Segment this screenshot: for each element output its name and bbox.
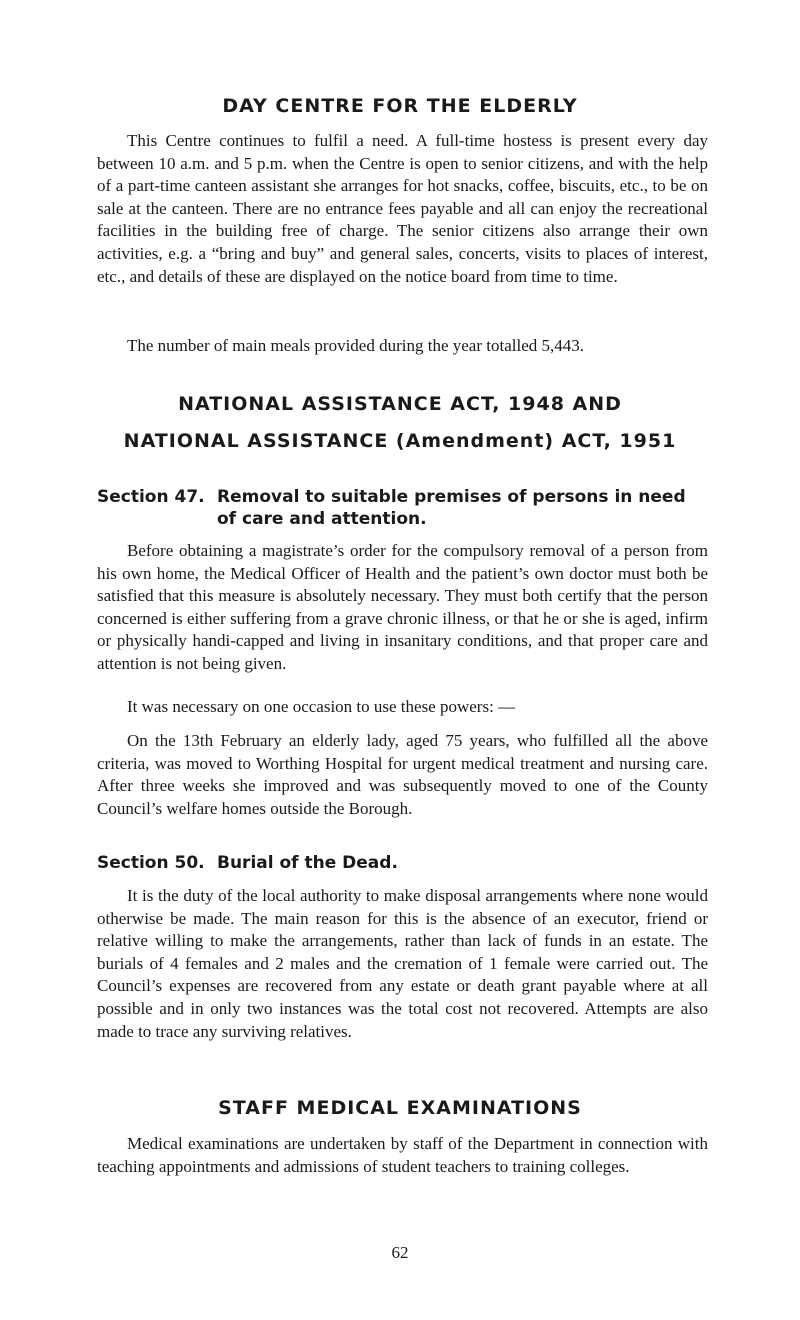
section-47-heading	[97, 486, 717, 530]
day-centre-paragraph-2: The number of main meals provided during the year totalled 5,443.	[127, 336, 584, 355]
section-50-number: Section 50.	[97, 853, 205, 873]
section-47-paragraph-3: On the 13th February an elderly lady, aged 75 years, who fulfilled all the above criteria, was moved to Worthing Hospital for urgent medical treatment and nursing care. After three weeks she improved and was subsequently moved to one of the County Council’s welfare homes outside the Borough.	[97, 731, 708, 818]
section-50-heading	[97, 852, 717, 874]
staff-medical-paragraph-1: Medical examinations are undertaken by staff of the Department in connection with teaching appointments and admissions of student teachers to training colleges.	[97, 1134, 708, 1176]
staff-medical-heading: STAFF MEDICAL EXAMINATIONS	[218, 1097, 582, 1119]
page-number: 62	[391, 1243, 409, 1262]
day-centre-paragraph-1: This Centre continues to fulfil a need. A full-time hostess is present every day between 10 a.m. and 5 p.m. when the Centre is open to senior citizens, and with the help of a part-time canteen assistant she arranges for hot snacks, coffee, biscuits, etc., to be on sale at the canteen. There are no entrance fees payable and all can enjoy the recreational facilities in the building free of charge. The senior citizens also arrange their own activities, e.g. a “bring and buy” and general sales, concerts, visits to places of interest, etc., and details of these are displayed on the notice board from time to time.	[97, 131, 708, 286]
section-47-paragraph-1: Before obtaining a magistrate’s order for the compulsory removal of a person from his own home, the Medical Officer of Health and the patient’s own doctor must both be satisfied that this measure is absolutely necessary. They must both certify that the person concerned is either suffering from a grave chronic illness, or that he or she is aged, infirm or physically handi-capped and living in insanitary conditions, and that proper care and attention is not being given.	[97, 541, 708, 673]
day-centre-heading: DAY CENTRE FOR THE ELDERLY	[222, 95, 578, 117]
section-47-number: Section 47.	[97, 487, 205, 507]
section-50-title: Burial of the Dead.	[217, 853, 398, 873]
national-assistance-heading-line-2: NATIONAL ASSISTANCE (Amendment) ACT, 1951	[123, 430, 677, 452]
section-50-paragraph-1: It is the duty of the local authority to make disposal arrangements where none would otherwise be made. The main reason for this is the absence of an executor, friend or relative willing to make the arrangements, rather than lack of funds in an estate. The burials of 4 females and 2 males and the cremation of 1 female were carried out. The Council’s expenses are recovered from any estate or death grant payable where at all possible and in only two instances was the total cost not recovered. Attempts are also made to trace any surviving relatives.	[97, 886, 708, 1041]
section-47-paragraph-2: It was necessary on one occasion to use these powers: —	[127, 697, 516, 716]
section-47-title: Removal to suitable premises of persons in need of care and attention.	[217, 487, 686, 529]
national-assistance-heading-line-1: NATIONAL ASSISTANCE ACT, 1948 AND	[178, 393, 622, 415]
